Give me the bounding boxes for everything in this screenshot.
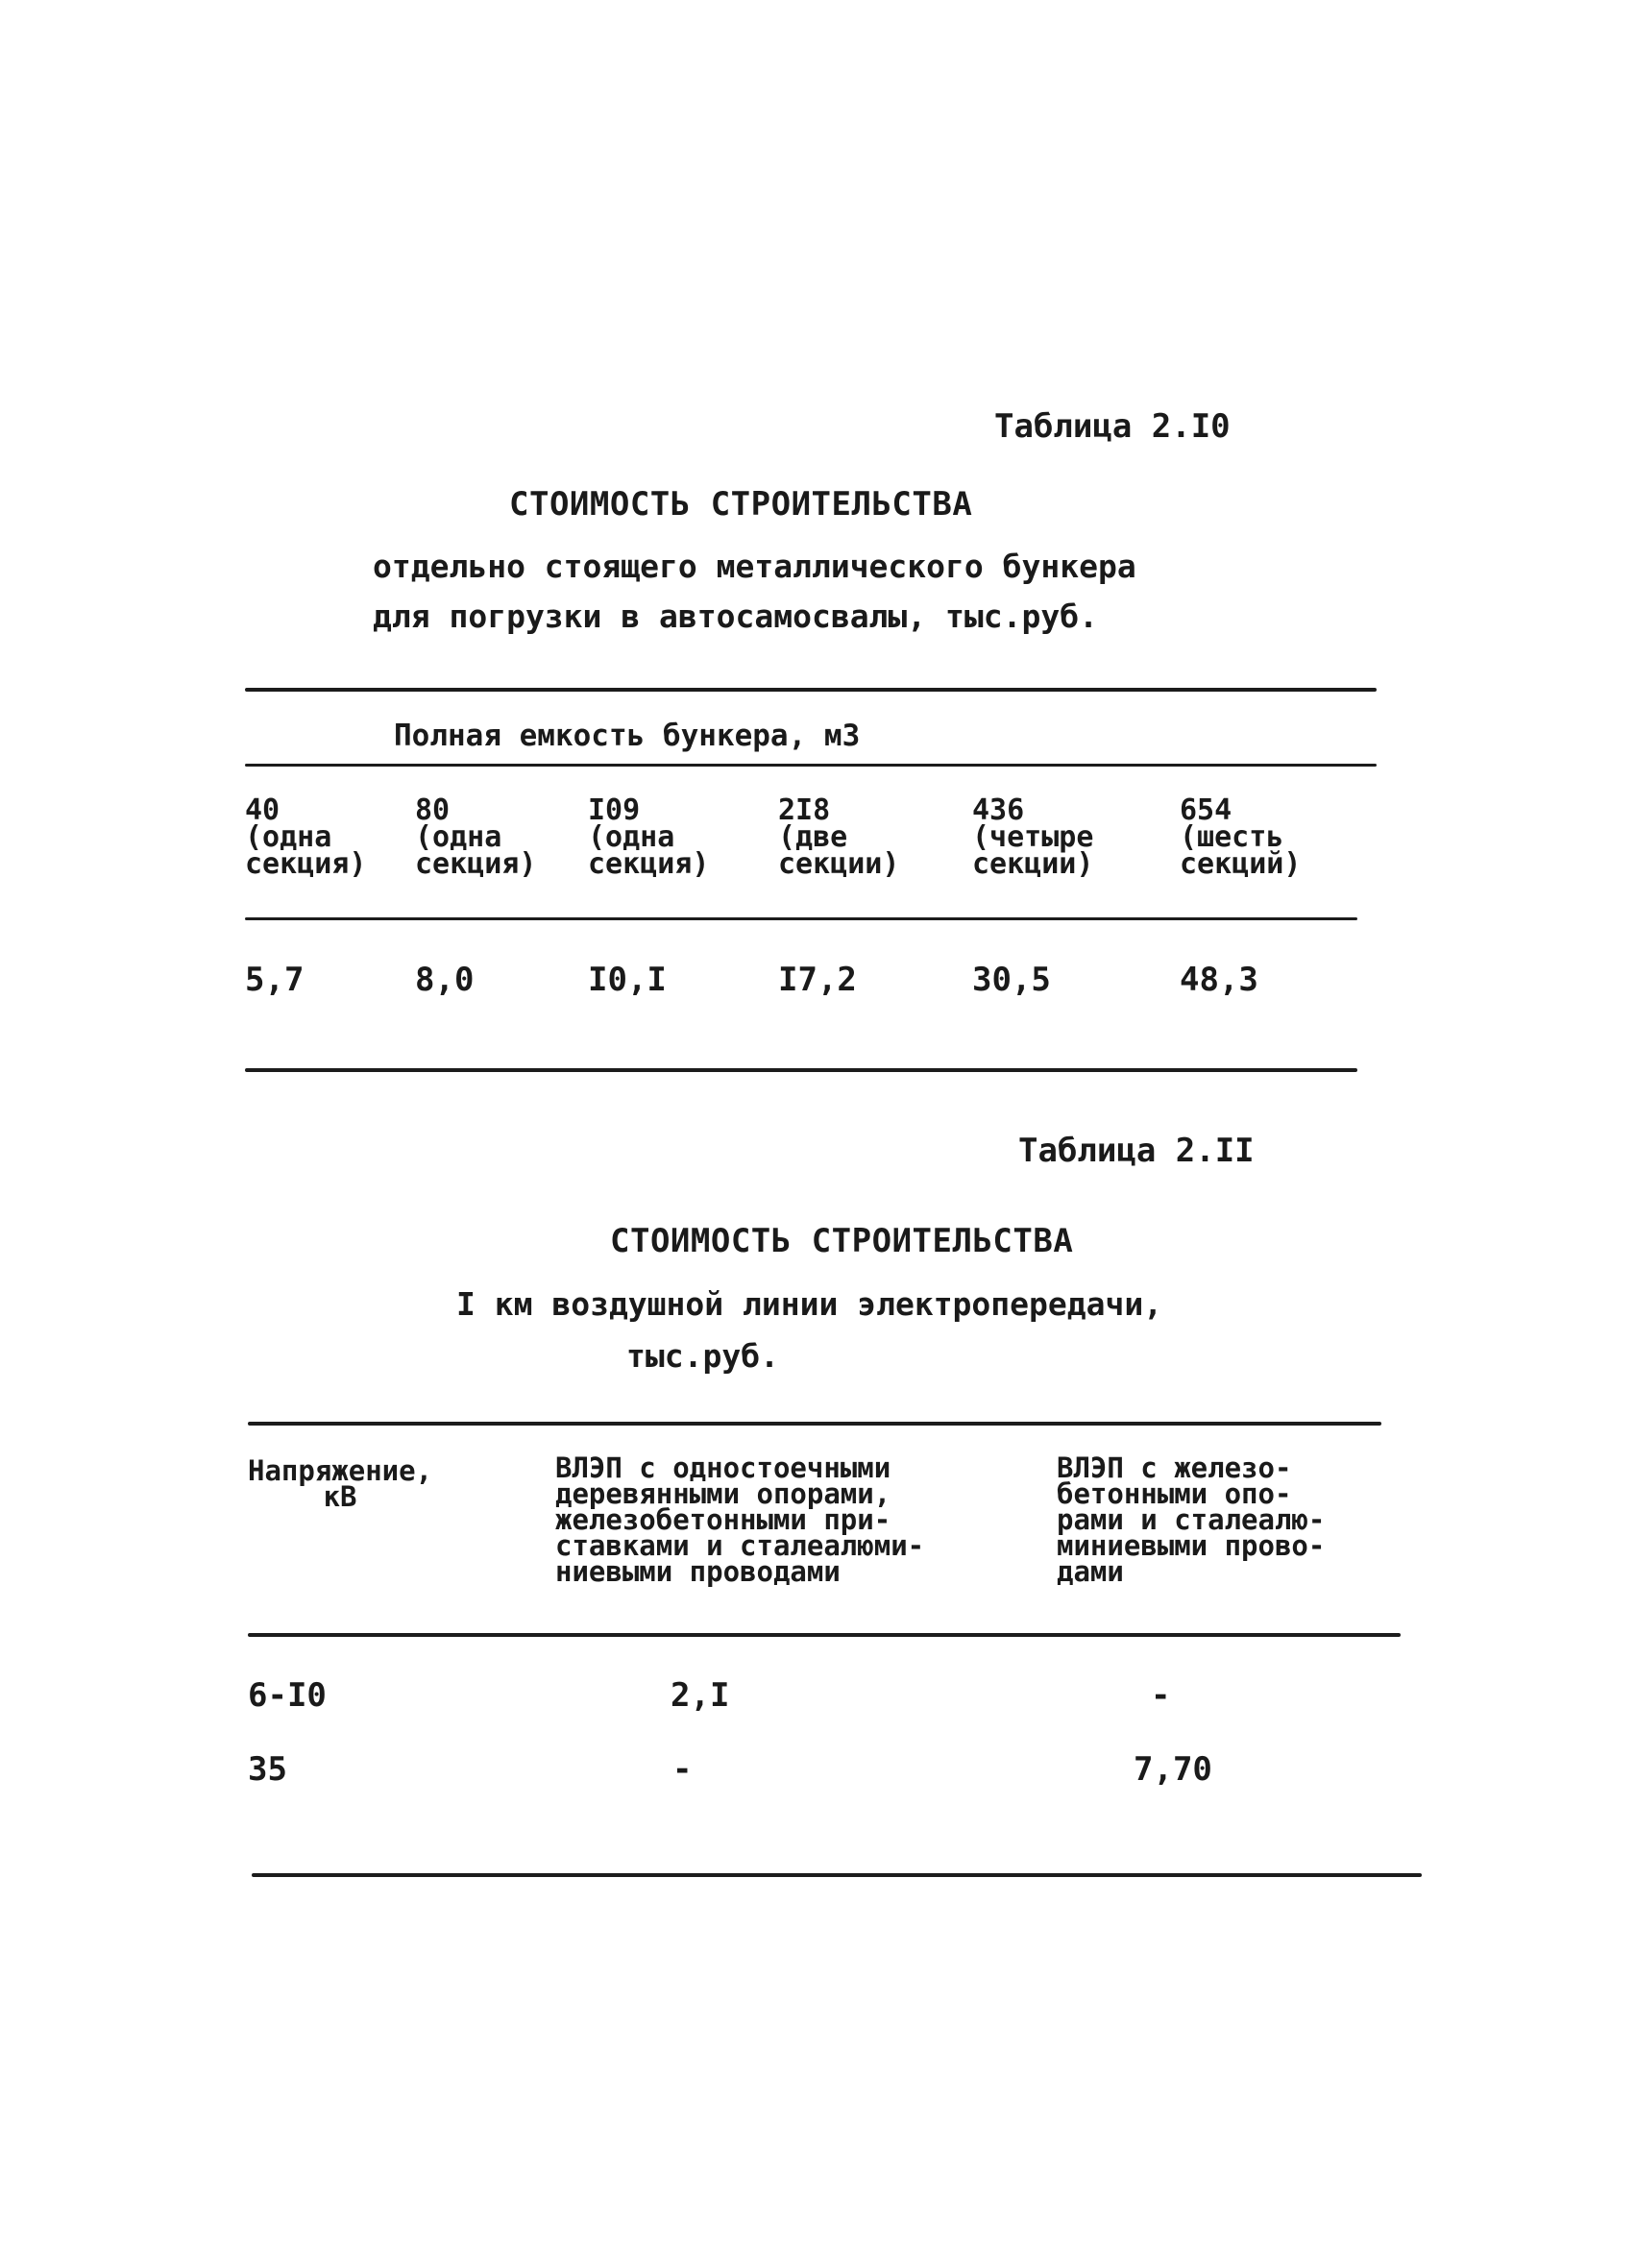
table-2-11-voltage-header: Напряжение, кВ [248,1454,433,1513]
table-2-11-voltage: 35 [248,1750,287,1789]
table-2-10-title: СТОИМОСТЬ СТРОИТЕЛЬСТВА [509,485,973,524]
table-2-11-voltage: 6-I0 [248,1676,327,1715]
table-2-10-column-header: 2I8 (две секции) [778,793,900,881]
table-2-11-title: СТОИМОСТЬ СТРОИТЕЛЬСТВА [610,1222,1074,1260]
table-2-11-cell: 2,I [671,1676,730,1715]
table-2-11-subtitle-line2: тыс.руб. [626,1337,779,1375]
table-2-10-column-header: 80 (одна секция) [415,793,537,881]
table-2-11-caption: Таблица 2.II [1018,1132,1255,1170]
table-2-10-value: 48,3 [1180,961,1258,999]
table-2-10-value: 5,7 [245,961,305,999]
table-2-11-subtitle-line1: I км воздушной линии электропередачи, [456,1285,1163,1323]
table-2-11-column-header-1: ВЛЭП с одностоечными деревянными опорами, железобетонными при- ставками и сталеалюми- ниевыми проводами [555,1451,925,1588]
table-2-11-top-rule [248,1422,1381,1426]
table-2-11-cell: - [672,1750,693,1789]
table-2-10-columns-rule [245,917,1357,920]
table-2-10-top-rule [245,688,1377,692]
table-2-11-header-rule [248,1633,1401,1637]
table-2-10-value: I0,I [588,961,667,999]
table-2-10-value: 8,0 [415,961,475,999]
table-2-10-column-header: 436 (четыре секции) [972,793,1094,881]
table-2-10-subtitle-line2: для погрузки в автосамосвалы, тыс.руб. [373,597,1098,635]
table-2-11-cell: 7,70 [1134,1750,1212,1789]
table-2-10-value: 30,5 [972,961,1051,999]
table-2-10-group-header: Полная емкость бункера, м3 [394,719,861,753]
table-2-10-subtitle-line1: отдельно стоящего металлического бункера [373,548,1136,585]
table-2-10-column-header: I09 (одна секция) [588,793,710,881]
table-2-10-header-rule [245,764,1377,767]
table-2-11-bottom-rule [252,1873,1422,1877]
table-2-10-column-header: 40 (одна секция) [245,793,367,881]
table-2-10-bottom-rule [245,1068,1357,1072]
table-2-10-caption: Таблица 2.I0 [994,407,1231,446]
table-2-10-value: I7,2 [778,961,857,999]
table-2-10-column-header: 654 (шесть секций) [1180,793,1302,881]
table-2-11-column-header-2: ВЛЭП с железо- бетонными опо- рами и сталеалю- миниевыми прово- дами [1057,1451,1326,1588]
table-2-11-cell: - [1151,1676,1171,1715]
